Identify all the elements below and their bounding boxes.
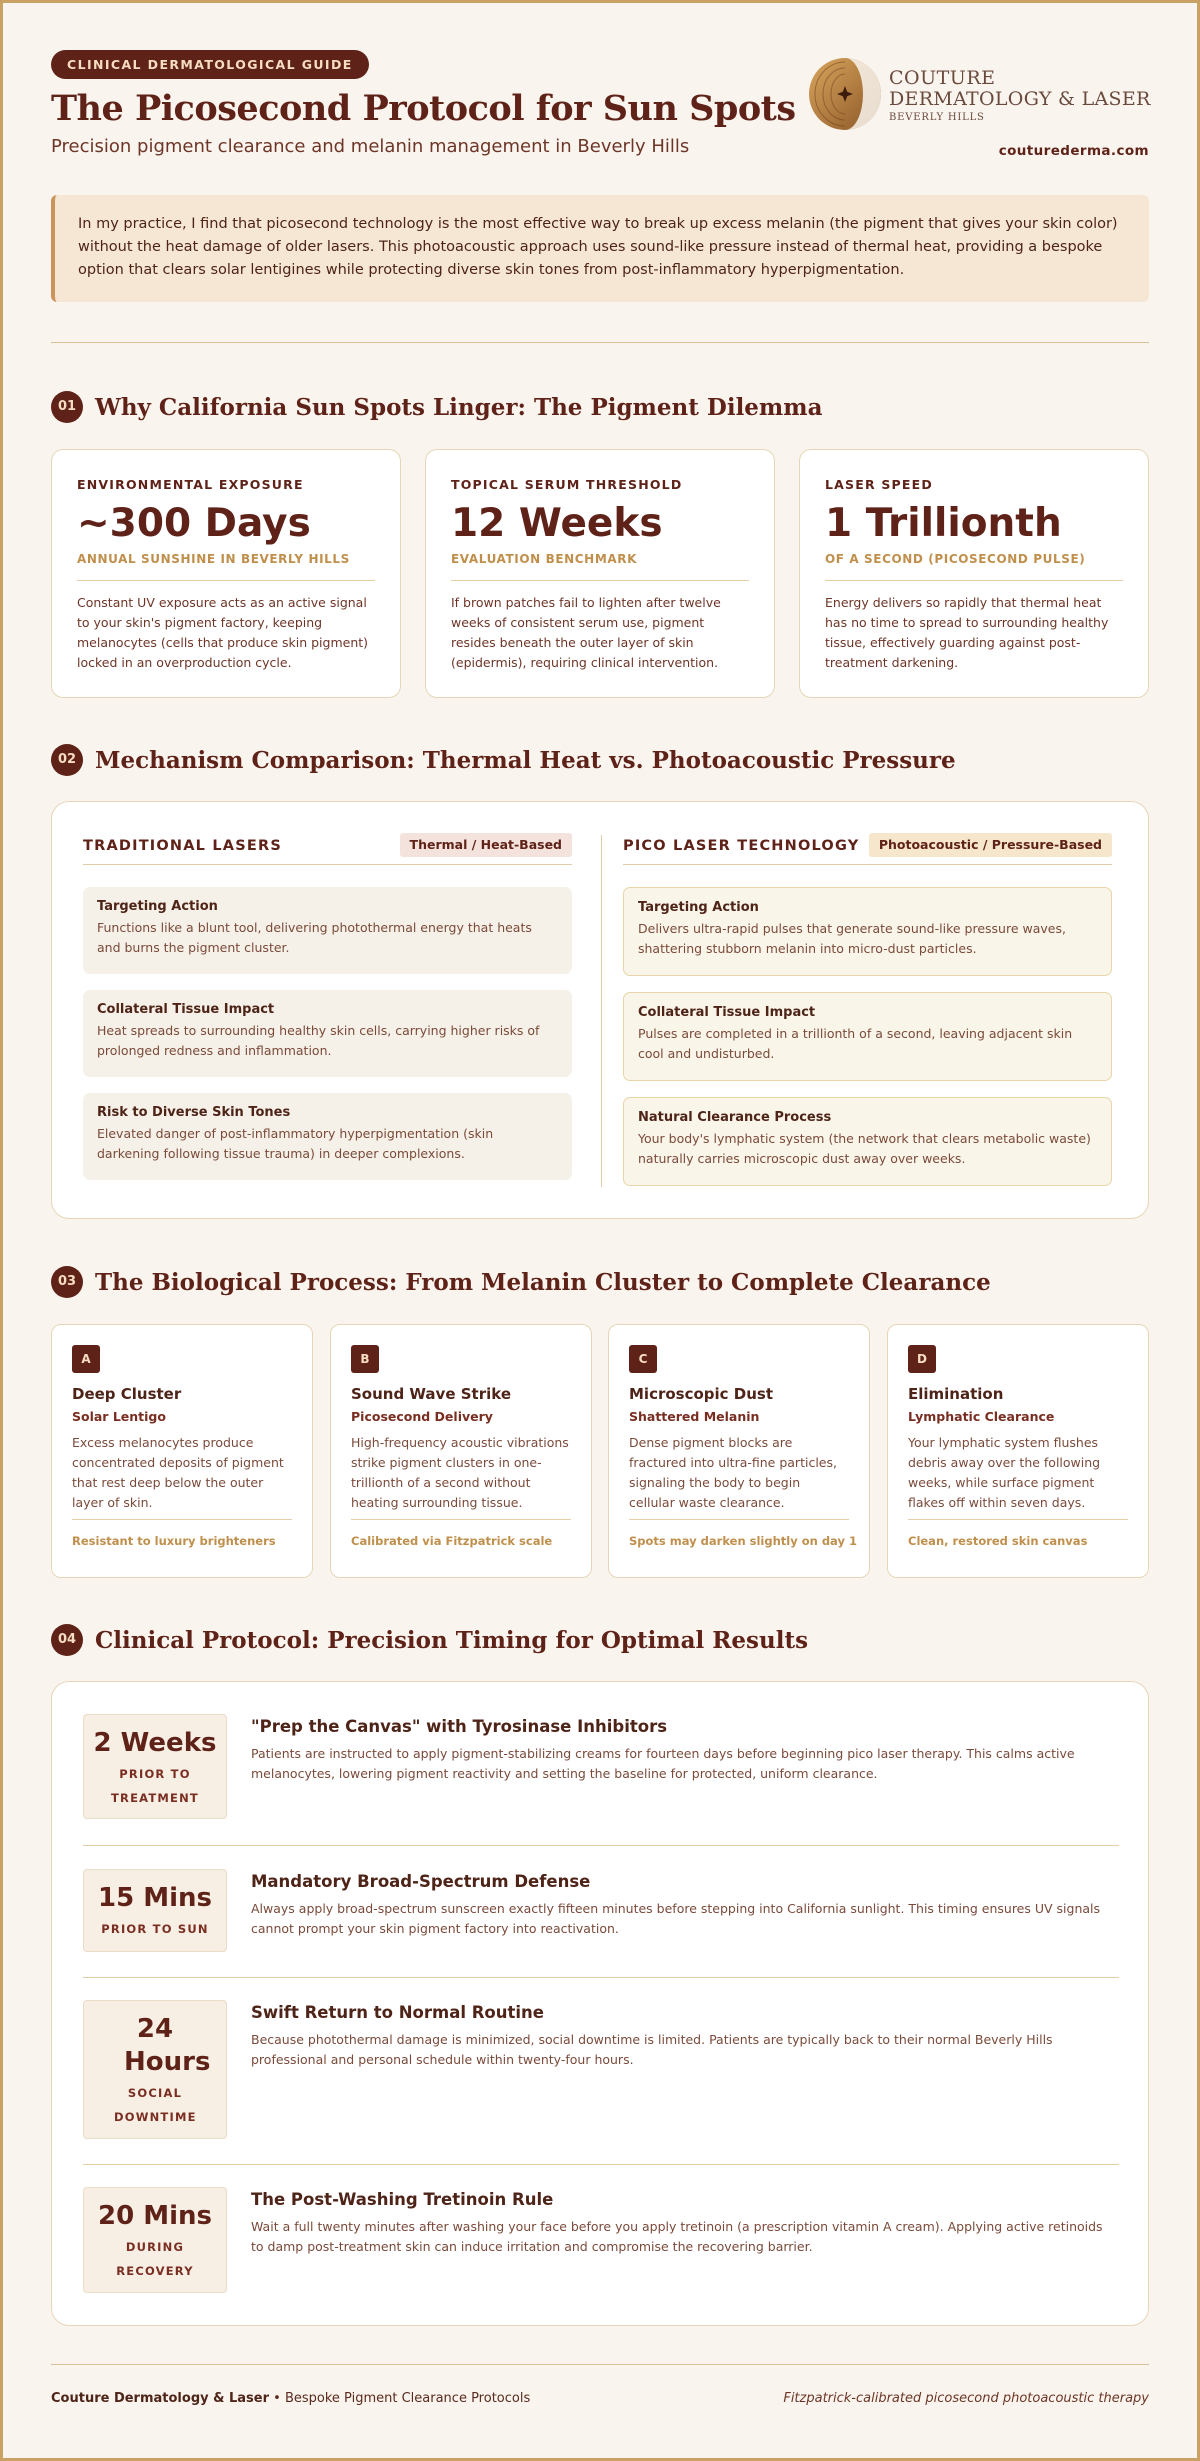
comparison-item <box>83 1093 572 1180</box>
stat-divider <box>77 580 375 581</box>
process-step-b <box>330 1324 592 1578</box>
stat-label: TOPICAL SERUM THRESHOLD <box>451 477 683 492</box>
protocol-text: Always apply broad-spectrum sunscreen exactly fifteen minutes before stepping into California sunlight. This timing ensures UV signals cannot prompt your skin pigment factory into reactivation. <box>251 1901 1101 1936</box>
thermal-tag: Thermal / Heat-Based <box>400 833 572 857</box>
item-text: Pulses are completed in a trillionth of a second, leaving adjacent skin cool and undisturbed. <box>638 1026 1073 1061</box>
section-title: The Biological Process: From Melanin Cluster to Complete Clearance <box>95 1268 991 1296</box>
stat-subtitle: ANNUAL SUNSHINE IN BEVERLY HILLS <box>77 552 350 566</box>
logo-wordmark <box>889 68 1151 123</box>
column-header <box>623 833 1112 865</box>
page-footer <box>51 2364 1149 2406</box>
step-subtitle: Lymphatic Clearance <box>908 1409 1055 1424</box>
section-title: Clinical Protocol: Precision Timing for Optimal Results <box>95 1626 809 1654</box>
timing-label: PRIOR TO TREATMENT <box>111 1767 199 1805</box>
timing-label: DURING RECOVERY <box>116 2240 194 2278</box>
guide-badge: CLINICAL DERMATOLOGICAL GUIDE <box>51 50 369 79</box>
traditional-lasers-column <box>83 833 572 1161</box>
section-number: 03 <box>51 1266 83 1298</box>
page-header <box>51 50 1149 165</box>
protocol-title: The Post-Washing Tretinoin Rule <box>251 2190 554 2209</box>
section-number: 02 <box>51 744 83 776</box>
section-title: Why California Sun Spots Linger: The Pigment Dilemma <box>95 393 823 421</box>
step-note: Spots may darken slightly on day 1 <box>629 1534 857 1548</box>
step-subtitle: Solar Lentigo <box>72 1409 166 1424</box>
stat-label: LASER SPEED <box>825 477 933 492</box>
step-subtitle: Shattered Melanin <box>629 1409 760 1424</box>
timing-value: 15 Mins <box>97 1883 212 1913</box>
timing-value: 24 Hours <box>124 2014 211 2077</box>
step-letter: B <box>351 1345 379 1373</box>
stat-card-exposure <box>51 449 401 698</box>
pico-technology-column <box>623 833 1112 1166</box>
step-divider <box>908 1519 1128 1520</box>
timing-box <box>83 1714 227 1819</box>
section-header-02 <box>51 744 956 776</box>
logo-line-3: BEVERLY HILLS <box>889 112 985 123</box>
stat-description: Constant UV exposure acts as an active signal to your skin's pigment factory, keeping melanocytes (cells that produce skin pigment) locked in an overproduction cycle. <box>77 595 369 670</box>
step-letter: D <box>908 1345 936 1373</box>
column-title: PICO LASER TECHNOLOGY <box>623 838 860 854</box>
footer-brand: Couture Dermatology & Laser <box>51 2391 270 2406</box>
item-title: Collateral Tissue Impact <box>638 1005 816 1020</box>
intro-callout: In my practice, I find that picosecond technology is the most effective way to break up excess melanin (the pigment that gives your skin color) without the heat damage of older lasers. This photoacoustic approach uses sound-like pressure instead of thermal heat, providing a bespoke option that clears solar lentigines while protecting diverse skin tones from post-inflammatory hyperpigmentation. <box>51 195 1149 302</box>
item-text: Delivers ultra-rapid pulses that generate sound-like pressure waves, shattering stubborn melanin into micro-dust particles. <box>638 921 1066 956</box>
step-title: Microscopic Dust <box>629 1385 774 1403</box>
protocol-title: "Prep the Canvas" with Tyrosinase Inhibitors <box>251 1717 668 1736</box>
item-title: Targeting Action <box>638 900 759 915</box>
step-letter: A <box>72 1345 100 1373</box>
step-text: Dense pigment blocks are fractured into ultra-fine particles, signaling the body to begin cellular waste clearance. <box>629 1435 837 1510</box>
item-title: Risk to Diverse Skin Tones <box>97 1105 291 1120</box>
stat-description: Energy delivers so rapidly that thermal heat has no time to spread to surrounding healthy tissue, effectively guarding against post-treatment darkening. <box>825 595 1109 670</box>
step-subtitle: Picosecond Delivery <box>351 1409 493 1424</box>
section-title: Mechanism Comparison: Thermal Heat vs. Photoacoustic Pressure <box>95 746 956 774</box>
timing-label: SOCIAL DOWNTIME <box>114 2086 197 2124</box>
stat-description: If brown patches fail to lighten after twelve weeks of consistent serum use, pigment resides beneath the outer layer of skin (epidermis), requiring clinical intervention. <box>451 595 721 670</box>
brand-logo[interactable] <box>809 56 1149 136</box>
timing-value: 2 Weeks <box>93 1728 217 1758</box>
timing-value: 20 Mins <box>97 2201 212 2231</box>
footer-tagline: Bespoke Pigment Clearance Protocols <box>284 2391 531 2406</box>
footer-note: Fitzpatrick-calibrated picosecond photoacoustic therapy <box>783 2391 1149 2406</box>
protocol-text: Patients are instructed to apply pigment-stabilizing creams for fourteen days before beginning pico laser therapy. This calms active melanocytes, lowering pigment reactivity and setting the baseline for protected, uniform clearance. <box>251 1746 1075 1781</box>
process-step-d <box>887 1324 1149 1578</box>
page-subtitle: Precision pigment clearance and melanin management in Beverly Hills <box>51 136 690 157</box>
stat-card-laser-speed <box>799 449 1149 698</box>
step-text: High-frequency acoustic vibrations strike pigment clusters in one-trillionth of a second without heating surrounding tissue. <box>351 1435 569 1510</box>
section-number: 04 <box>51 1624 83 1656</box>
step-text: Excess melanocytes produce concentrated deposits of pigment that rest deep below the outer layer of skin. <box>72 1435 284 1510</box>
timing-box <box>83 1869 227 1952</box>
step-title: Deep Cluster <box>72 1385 182 1403</box>
item-text: Your body's lymphatic system (the network that clears metabolic waste) naturally carries microscopic dust away over weeks. <box>638 1131 1091 1166</box>
clinical-protocol <box>51 1681 1149 2326</box>
footer-brand-line <box>51 2391 530 2406</box>
stat-label: ENVIRONMENTAL EXPOSURE <box>77 477 304 492</box>
logo-line-1: COUTURE <box>889 67 996 89</box>
comparison-item <box>83 990 572 1077</box>
comparison-item <box>623 992 1112 1081</box>
website-link[interactable]: couturederma.com <box>998 143 1149 159</box>
stat-card-serum <box>425 449 775 698</box>
step-note: Clean, restored skin canvas <box>908 1534 1088 1548</box>
item-title: Targeting Action <box>97 899 218 914</box>
section-header-04 <box>51 1624 808 1656</box>
step-title: Sound Wave Strike <box>351 1385 511 1403</box>
stat-value: 12 Weeks <box>451 501 663 546</box>
process-step-c <box>608 1324 870 1578</box>
protocol-text: Because photothermal damage is minimized, social downtime is limited. Patients are typically back to their normal Beverly Hills professional and personal schedule within twenty-four hours. <box>251 2032 1053 2067</box>
comparison-item <box>83 887 572 974</box>
item-title: Collateral Tissue Impact <box>97 1002 275 1017</box>
item-text: Functions like a blunt tool, delivering photothermal energy that heats and burns the pigment cluster. <box>97 920 532 955</box>
timing-box <box>83 2187 227 2293</box>
step-divider <box>351 1519 571 1520</box>
protocol-text: Wait a full twenty minutes after washing your face before you apply tretinoin (a prescription vitamin A cream). Applying active retinoids to damp post-treatment skin can induce irritation and compromise the recovering barrier. <box>251 2219 1103 2254</box>
column-title: TRADITIONAL LASERS <box>83 838 282 854</box>
stat-value: 1 Trillionth <box>825 501 1062 546</box>
photoacoustic-tag: Photoacoustic / Pressure-Based <box>869 833 1112 857</box>
process-step-a <box>51 1324 313 1578</box>
protocol-divider <box>83 2164 1119 2165</box>
step-divider <box>72 1519 292 1520</box>
step-title: Elimination <box>908 1385 1004 1403</box>
step-note: Calibrated via Fitzpatrick scale <box>351 1534 553 1548</box>
protocol-divider <box>83 1977 1119 1978</box>
section-header-03 <box>51 1266 991 1298</box>
column-header <box>83 833 572 865</box>
item-title: Natural Clearance Process <box>638 1110 832 1125</box>
protocol-title: Swift Return to Normal Routine <box>251 2003 544 2022</box>
stat-subtitle: EVALUATION BENCHMARK <box>451 552 637 566</box>
item-text: Elevated danger of post-inflammatory hyperpigmentation (skin darkening following tissue trauma) in deeper complexions. <box>97 1126 494 1161</box>
step-letter: C <box>629 1345 657 1373</box>
section-header-01 <box>51 391 823 423</box>
protocol-title: Mandatory Broad-Spectrum Defense <box>251 1872 591 1891</box>
timing-box <box>83 2000 227 2139</box>
timing-label: PRIOR TO SUN <box>101 1922 209 1936</box>
stat-value: ~300 Days <box>77 501 311 546</box>
logo-line-2: DERMATOLOGY & LASER <box>889 88 1151 110</box>
comparison-item <box>623 887 1112 976</box>
stat-divider <box>451 580 749 581</box>
stat-subtitle: OF A SECOND (PICOSECOND PULSE) <box>825 552 1086 566</box>
column-divider <box>601 835 602 1187</box>
comparison-item <box>623 1097 1112 1186</box>
section-divider <box>51 342 1149 343</box>
item-text: Heat spreads to surrounding healthy skin cells, carrying higher risks of prolonged redness and inflammation. <box>97 1023 540 1058</box>
step-note: Resistant to luxury brighteners <box>72 1534 276 1548</box>
protocol-divider <box>83 1845 1119 1846</box>
mechanism-comparison <box>51 801 1149 1219</box>
step-divider <box>629 1519 849 1520</box>
footer-separator: • <box>269 2391 285 2406</box>
section-number: 01 <box>51 391 83 423</box>
page-title: The Picosecond Protocol for Sun Spots <box>51 88 796 129</box>
logo-emblem-icon <box>809 56 881 132</box>
step-text: Your lymphatic system flushes debris away over the following weeks, while surface pigment flakes off within seven days. <box>908 1435 1101 1510</box>
stat-divider <box>825 580 1123 581</box>
